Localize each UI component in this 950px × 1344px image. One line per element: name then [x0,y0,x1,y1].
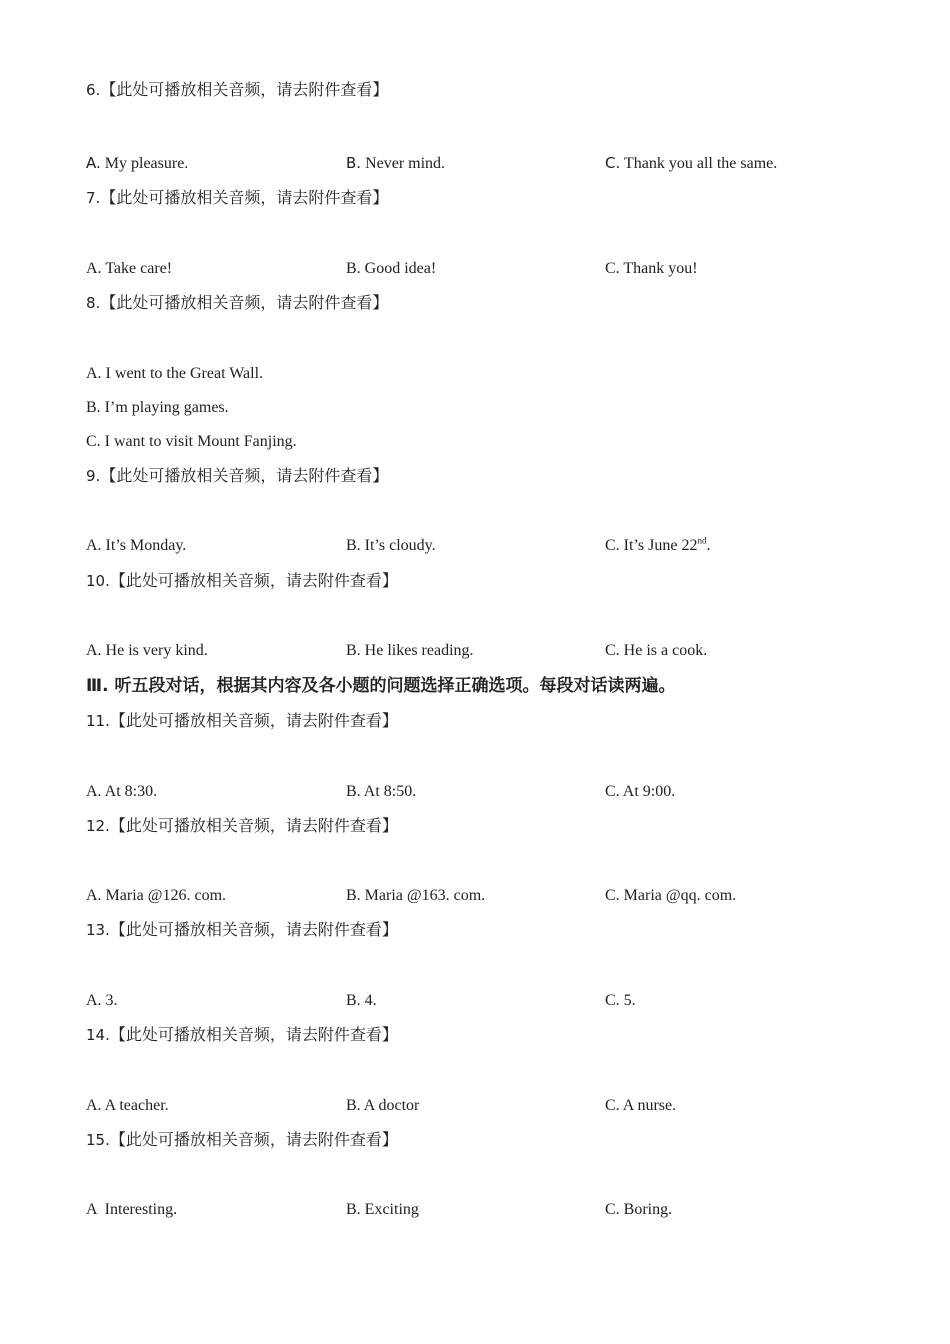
option-c: C. I want to visit Mount Fanjing. [86,433,297,450]
question-number: 12. [86,817,110,835]
audio-placeholder-link[interactable]: 【此处可播放相关音频，请去附件查看】 [109,711,398,730]
audio-placeholder-link[interactable]: 【此处可播放相关音频，请去附件查看】 [109,920,398,939]
audio-placeholder-link[interactable]: 【此处可播放相关音频，请去附件查看】 [100,80,389,99]
option-c: C. At 9:00. [605,783,676,800]
option-b: B. 4. [346,992,377,1009]
option-a: A. My pleasure. [86,154,189,172]
question-7 [86,188,388,209]
question-number: 15. [86,1131,110,1149]
option-a: A. At 8:30. [86,783,158,800]
option-b: B. Exciting [346,1201,419,1218]
option-c: C. 5. [605,992,636,1009]
option-a: A. 3. [86,992,118,1009]
question-12 [86,816,398,837]
audio-placeholder-link[interactable]: 【此处可播放相关音频，请去附件查看】 [100,466,389,485]
option-a: A. He is very kind. [86,642,208,659]
option-c: C. Thank you all the same. [605,154,778,172]
question-15 [86,1130,398,1151]
question-number: 6. [86,81,101,99]
option-c: C. Maria @qq. com. [605,887,737,904]
option-c: C. Thank you! [605,260,698,277]
option-b: B. It’s cloudy. [346,537,436,554]
audio-placeholder-link[interactable]: 【此处可播放相关音频，请去附件查看】 [100,293,389,312]
question-number: 7. [86,189,101,207]
option-b: B. At 8:50. [346,783,417,800]
question-number: 9. [86,467,101,485]
option-a: A. It’s Monday. [86,537,187,554]
option-b: B. A doctor [346,1097,420,1114]
option-b: B. Never mind. [346,154,446,172]
question-number: 14. [86,1026,110,1044]
audio-placeholder-link[interactable]: 【此处可播放相关音频，请去附件查看】 [109,816,398,835]
option-b: B. Good idea! [346,260,437,277]
option-b: B. I’m playing games. [86,399,229,416]
option-a: A Interesting. [86,1201,178,1218]
question-6 [86,80,388,101]
question-8 [86,293,388,314]
audio-placeholder-link[interactable]: 【此处可播放相关音频，请去附件查看】 [100,188,389,207]
option-a: A. I went to the Great Wall. [86,365,264,382]
option-c: C. He is a cook. [605,642,708,659]
question-number: 10. [86,572,110,590]
question-13 [86,920,398,941]
audio-placeholder-link[interactable]: 【此处可播放相关音频，请去附件查看】 [109,1025,398,1044]
option-b: B. He likes reading. [346,642,474,659]
option-b: B. Maria @163. com. [346,887,486,904]
section-3-heading: Ⅲ. 听五段对话，根据其内容及各小题的问题选择正确选项。每段对话读两遍。 [86,676,676,696]
audio-placeholder-link[interactable]: 【此处可播放相关音频，请去附件查看】 [109,1130,398,1149]
question-9 [86,466,388,487]
option-a: A. Take care! [86,260,173,277]
option-a: A. Maria @126. com. [86,887,227,904]
audio-placeholder-link[interactable]: 【此处可播放相关音频，请去附件查看】 [109,571,398,590]
option-c: C. A nurse. [605,1097,677,1114]
option-c: C. Boring. [605,1201,673,1218]
question-number: 13. [86,921,110,939]
option-c: C. It’s June 22nd. [605,535,711,554]
question-10 [86,571,398,592]
question-11 [86,711,398,732]
option-a: A. A teacher. [86,1097,169,1114]
question-number: 11. [86,712,110,730]
question-14 [86,1025,398,1046]
question-number: 8. [86,294,101,312]
